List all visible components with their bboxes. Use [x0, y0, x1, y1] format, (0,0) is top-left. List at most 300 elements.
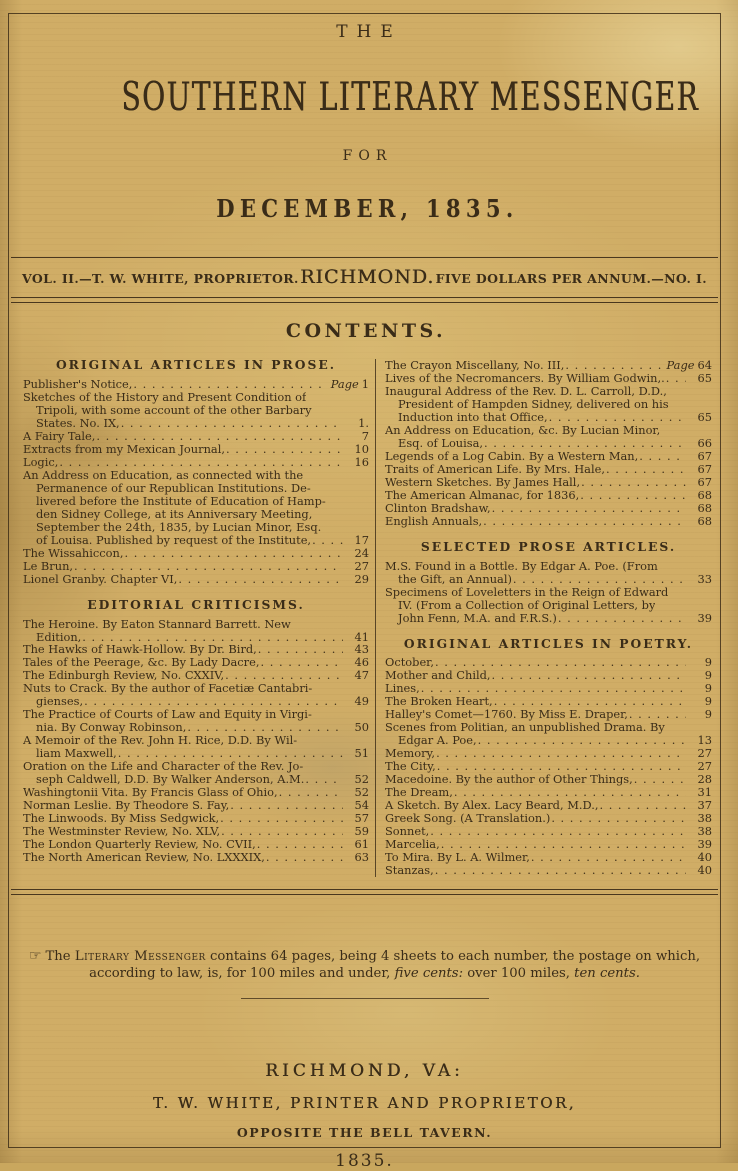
toc-entry — [385, 359, 712, 372]
volume-proprietor-label: VOL. II.—T. W. WHITE, PROPRIETOR. — [22, 271, 299, 287]
toc-page-number: 57 — [354, 811, 369, 825]
dot-leader — [599, 799, 686, 812]
toc-entry-title: The Hawks of Hawk-Hollow. By Dr. Bird, — [23, 643, 257, 657]
toc-entry-title: Esq. of Louisa, — [398, 437, 484, 451]
postage-note-text: five cents: — [394, 966, 464, 982]
toc-entry-title: John Fenn, M.A. and F.R.S.) — [398, 611, 557, 625]
toc-entry-title: seph Caldwell, D.D. By Walker Anderson, A.M. — [36, 772, 305, 786]
toc-entry-line — [385, 851, 712, 864]
toc-entry-line — [385, 708, 712, 721]
toc-entry-line — [385, 463, 712, 476]
toc-entry-line — [385, 838, 712, 851]
toc-section — [385, 359, 712, 527]
toc-page-number: 27 — [697, 760, 712, 774]
toc-entry-title: A Fairy Tale, — [23, 430, 96, 444]
dot-leader — [225, 669, 343, 682]
dot-leader — [581, 476, 686, 489]
toc-page-number: 29 — [354, 572, 369, 586]
dot-leader — [96, 430, 343, 443]
imprint-printer: T. W. WHITE, PRINTER AND PROPRIETOR, — [152, 1093, 577, 1112]
toc-page-number: 9 — [704, 656, 712, 670]
toc-entry-title: The Practice of Courts of Law and Equity in Virgi- — [23, 708, 312, 722]
toc-entry — [385, 515, 712, 528]
toc-entry-title: A Memoir of the Rev. John H. Rice, D.D. By Wil- — [23, 734, 298, 748]
toc-page-number: 68 — [697, 501, 712, 515]
toc-page-number: 7 — [361, 430, 369, 444]
dot-leader — [435, 864, 686, 877]
toc-entry-title: Logic, — [23, 456, 59, 470]
toc-entry-line — [23, 430, 369, 443]
toc-page-number: 9 — [704, 682, 712, 696]
toc-page-number: 24 — [354, 546, 369, 560]
toc-entry-title: Permanence of our Republican Institutions. De- — [36, 481, 311, 495]
toc-entry-title: English Annuals, — [385, 514, 483, 528]
toc-entry-line — [23, 812, 369, 825]
toc-right-column — [376, 359, 712, 876]
dot-leader — [549, 411, 686, 424]
toc-entry-line — [385, 489, 712, 502]
toc-entry — [23, 643, 369, 656]
toc-entry-line — [23, 631, 369, 644]
dot-leader — [84, 695, 343, 708]
postage-note-text: ten cents. — [574, 966, 640, 982]
horizontal-rule — [11, 257, 718, 258]
toc-page-number: 59 — [354, 824, 369, 838]
toc-entry — [385, 669, 712, 682]
short-rule — [241, 998, 489, 999]
toc-entry-line — [23, 443, 369, 456]
toc-entry-title: nia. By Conway Robinson, — [36, 721, 187, 735]
toc-entry — [385, 812, 712, 825]
toc-entry — [385, 502, 712, 515]
issue-date: DECEMBER, 1835. — [216, 194, 519, 223]
imprint-location: OPPOSITE THE BELL TAVERN. — [236, 1124, 493, 1140]
toc-entry-line — [23, 799, 369, 812]
toc-page-number: 65 — [697, 411, 712, 425]
toc-entry-title: Le Brun, — [23, 559, 74, 573]
page-border-frame — [8, 13, 721, 1171]
toc-page-number: 41 — [354, 630, 369, 644]
toc-entry-title: The American Almanac, for 1836, — [385, 488, 580, 502]
toc-entry-line — [23, 760, 369, 773]
toc-page-number: 52 — [354, 772, 369, 786]
toc-entry — [23, 378, 369, 391]
toc-entry-line — [23, 669, 369, 682]
toc-entry-title: September the 24th, 1835, by Lucian Minor, Esq. — [36, 520, 322, 534]
toc-entry — [23, 825, 369, 838]
toc-entry-title: Lines, — [385, 682, 420, 696]
toc-entry-line — [23, 534, 369, 547]
toc-page-number: 49 — [354, 695, 369, 709]
masthead-for: FOR — [342, 148, 393, 164]
toc-page-number: 17 — [354, 533, 369, 547]
toc-section-heading: SELECTED PROSE ARTICLES. — [420, 538, 677, 554]
dot-leader — [634, 773, 686, 786]
masthead-date-wrap — [9, 196, 720, 222]
toc-entry-line — [385, 385, 712, 398]
postage-note-text: Literary Messenger — [74, 948, 206, 964]
toc-page-number: 54 — [354, 798, 369, 812]
dot-leader — [187, 721, 343, 734]
toc-section — [385, 635, 712, 877]
toc-page-number: 16 — [354, 456, 369, 470]
toc-page-number: 47 — [354, 669, 369, 683]
toc-page-number: Page 64 — [666, 359, 712, 373]
toc-page-number: 43 — [354, 643, 369, 657]
toc-entry — [23, 786, 369, 799]
toc-page-number: 38 — [697, 824, 712, 838]
dot-leader — [483, 515, 686, 528]
toc-entry — [23, 443, 369, 456]
toc-entry-line — [385, 612, 712, 625]
toc-entry-title: Sonnet, — [385, 824, 430, 838]
toc-entry-title: Edition, — [36, 630, 82, 644]
toc-section-heading: EDITORIAL CRITICISMS. — [87, 596, 305, 612]
toc-entry-title: An Address on Education, as connected with the — [23, 469, 304, 482]
dot-leader — [478, 734, 686, 747]
toc-entry-line — [385, 359, 712, 372]
toc-page-number: 65 — [697, 372, 712, 386]
toc-entry-title: the Gift, an Annual) — [398, 572, 512, 586]
toc-entry-line — [23, 495, 369, 508]
toc-entry-title: President of Hampden Sidney, delivered on his — [398, 398, 669, 412]
toc-entry-title: Norman Leslie. By Theodore S. Fay, — [23, 798, 230, 812]
toc-entry-title: Nuts to Crack. By the author of Facetiæ Cantabri- — [23, 682, 313, 696]
toc-entry-title: A Sketch. By Alex. Lacy Beard, M.D., — [385, 798, 599, 812]
toc-entry-line — [385, 747, 712, 760]
toc-entry-line — [23, 508, 369, 521]
toc-entry — [385, 695, 712, 708]
price-issue-label: FIVE DOLLARS PER ANNUM.—NO. I. — [435, 271, 707, 287]
toc-page-number: 10 — [354, 443, 369, 457]
dot-leader — [639, 450, 686, 463]
toc-entry — [385, 747, 712, 760]
imprint-city: RICHMOND, VA: — [265, 1060, 464, 1081]
postage-note — [12, 948, 718, 983]
toc-entry-line — [23, 469, 369, 482]
toc-entry-line — [385, 573, 712, 586]
toc-entry — [385, 799, 712, 812]
toc-entry — [385, 586, 712, 625]
dot-leader — [565, 359, 662, 372]
toc-page-number: 27 — [354, 559, 369, 573]
toc-entry-line — [385, 411, 712, 424]
toc-page-number: 67 — [697, 463, 712, 476]
toc-section — [23, 359, 369, 585]
toc-page-number: 50 — [354, 721, 369, 735]
toc-entry — [23, 851, 369, 864]
contents-heading: CONTENTS. — [285, 320, 447, 343]
toc-entry-line — [23, 643, 369, 656]
toc-entry-title: Scenes from Politian, an unpublished Drama. By — [385, 721, 665, 735]
page-word: Page — [330, 378, 359, 392]
toc-entry — [23, 838, 369, 851]
toc-entry-line — [23, 773, 369, 786]
toc-entry — [23, 573, 369, 586]
toc-entry-line — [385, 812, 712, 825]
dot-leader — [82, 631, 343, 644]
toc-entry — [385, 450, 712, 463]
dot-leader — [430, 825, 686, 838]
toc-page-number: 52 — [354, 785, 369, 799]
toc-entry-title: Inaugural Address of the Rev. D. L. Carroll, D.D., — [385, 385, 667, 399]
toc-entry-title: The Dream, — [385, 785, 453, 799]
toc-entry-title: Tales of the Peerage, &c. By Lady Dacre, — [23, 656, 260, 670]
toc-page-number: 9 — [704, 708, 712, 722]
toc-entry-title: Lives of the Necromancers. By William Godwin,. — [385, 372, 665, 386]
toc-entry — [23, 812, 369, 825]
toc-entry-line — [385, 799, 712, 812]
toc-page-number: 40 — [697, 863, 712, 877]
toc-entry — [385, 721, 712, 747]
toc-entry — [385, 864, 712, 877]
toc-entry-line — [385, 721, 712, 734]
toc-entry-line — [385, 864, 712, 877]
dot-leader — [133, 378, 326, 391]
toc-entry-title: States. No. IX, — [36, 417, 120, 431]
toc-entry-title: Edgar A. Poe, — [398, 734, 477, 748]
page-word: Page — [666, 359, 695, 373]
dot-leader — [494, 695, 686, 708]
dot-leader — [551, 812, 686, 825]
toc-entry — [385, 656, 712, 669]
toc-page-number: 28 — [697, 773, 712, 786]
toc-entry-title: Western Sketches. By James Hall, — [385, 475, 581, 489]
toc-entry-title: The Heroine. By Eaton Stannard Barrett. New — [23, 617, 291, 631]
toc-entry-title: Tripoli, with some account of the other Barbary — [36, 404, 312, 418]
toc-entry — [385, 786, 712, 799]
dot-leader — [558, 612, 686, 625]
toc-entry-title: Stanzas, — [385, 863, 434, 877]
toc-section — [23, 596, 369, 864]
toc-entry-line — [385, 656, 712, 669]
toc-entry-title: An Address on Education, &c. By Lucian Minor, — [385, 424, 661, 438]
toc-entry-line — [385, 773, 712, 786]
toc-entry-line — [23, 708, 369, 721]
toc-entry — [385, 773, 712, 786]
toc-left-column — [23, 359, 369, 876]
toc-section — [385, 538, 712, 625]
masthead-title-wrap — [9, 75, 720, 120]
toc-entry-title: M.S. Found in a Bottle. By Edgar A. Poe. (From — [385, 559, 658, 573]
toc-entry-line — [385, 476, 712, 489]
toc-entry-title: The Broken Heart, — [385, 695, 493, 709]
dot-leader — [312, 534, 343, 547]
dot-leader — [124, 547, 343, 560]
toc-page-number: 61 — [354, 837, 369, 851]
toc-section-heading: ORIGINAL ARTICLES IN PROSE. — [55, 359, 337, 373]
toc-page-number: 68 — [697, 514, 712, 528]
toc-entry-line — [385, 502, 712, 515]
toc-entry-line — [23, 825, 369, 838]
toc-page-number: 66 — [697, 437, 712, 451]
toc-entry-line — [23, 734, 369, 747]
publication-info-line — [9, 266, 720, 288]
toc-page-number: 68 — [697, 488, 712, 502]
toc-entry-title: Specimens of Loveletters in the Reign of Edward — [385, 585, 669, 599]
dot-leader — [513, 573, 686, 586]
toc-entry — [23, 682, 369, 708]
dot-leader — [178, 573, 343, 586]
manicule-icon: ☞ — [28, 947, 42, 964]
table-of-contents — [9, 359, 720, 876]
toc-entry-title: The Westminster Review, No. XLV, — [23, 824, 221, 838]
dot-leader — [492, 669, 686, 682]
toc-entry-title: Oration on the Life and Character of the Rev. Jo- — [23, 760, 304, 773]
toc-entry-line — [385, 734, 712, 747]
toc-entry-title: The London Quarterly Review, No. CVII, — [23, 837, 256, 851]
toc-entry-line — [385, 760, 712, 773]
toc-page-number: 33 — [697, 572, 712, 586]
city-label: RICHMOND. — [300, 266, 435, 289]
toc-entry-line — [385, 669, 712, 682]
toc-entry-title: of Louisa. Published by request of the Institute, — [36, 533, 312, 547]
toc-entry — [23, 618, 369, 644]
toc-entry — [385, 682, 712, 695]
toc-entry-title: Marcelia, — [385, 837, 440, 851]
dot-leader — [531, 851, 686, 864]
dot-leader — [436, 747, 686, 760]
toc-entry-title: Memory, — [385, 747, 436, 761]
dot-leader — [629, 708, 686, 721]
dot-leader — [492, 502, 686, 515]
imprint-year: 1835. — [335, 1150, 394, 1171]
toc-entry-line — [23, 547, 369, 560]
toc-entry-title: Clinton Bradshaw, — [385, 501, 491, 515]
toc-page-number: 31 — [697, 785, 712, 799]
toc-entry-title: Traits of American Life. By Mrs. Hale, — [385, 463, 605, 476]
toc-entry — [23, 391, 369, 430]
toc-entry — [385, 851, 712, 864]
postage-note-text: The — [45, 948, 75, 964]
dot-leader — [421, 682, 686, 695]
toc-entry-line — [23, 521, 369, 534]
toc-entry — [385, 463, 712, 476]
dot-leader — [437, 760, 686, 773]
toc-entry-line — [23, 378, 369, 391]
toc-page-number: 1. — [358, 417, 369, 431]
toc-entry-title: Lionel Granby. Chapter VI, — [23, 572, 178, 586]
toc-entry-title: Legends of a Log Cabin. By a Western Man, — [385, 450, 639, 464]
toc-entry-line — [385, 424, 712, 437]
toc-entry — [23, 469, 369, 547]
toc-entry — [23, 547, 369, 560]
dot-leader — [305, 773, 343, 786]
dot-leader — [260, 656, 343, 669]
toc-entry-title: Publisher's Notice, — [23, 378, 133, 392]
toc-entry-title: den Sidney College, at its Anniversary Meeting, — [36, 507, 313, 521]
toc-entry-line — [385, 599, 712, 612]
toc-entry-title: livered before the Institute of Education of Hamp- — [36, 494, 326, 508]
toc-entry-title: October, — [385, 656, 434, 670]
toc-entry-line — [23, 747, 369, 760]
toc-entry-line — [385, 682, 712, 695]
toc-entry-title: The Wissahiccon, — [23, 546, 124, 560]
toc-page-number: Page 1 — [330, 378, 369, 392]
toc-entry-line — [385, 515, 712, 528]
toc-entry — [23, 430, 369, 443]
toc-page-number: 67 — [697, 475, 712, 489]
dot-leader — [454, 786, 686, 799]
dot-leader — [266, 851, 343, 864]
toc-page-number: 39 — [697, 837, 712, 851]
toc-page-number: 9 — [704, 669, 712, 683]
toc-entry-line — [23, 721, 369, 734]
dot-leader — [258, 643, 343, 656]
toc-entry — [23, 799, 369, 812]
toc-entry-line — [23, 560, 369, 573]
toc-entry-line — [385, 586, 712, 599]
dot-leader — [484, 437, 686, 450]
toc-entry — [23, 760, 369, 786]
toc-entry — [385, 372, 712, 385]
dot-leader — [666, 372, 686, 385]
toc-entry — [385, 385, 712, 424]
dot-leader — [441, 838, 686, 851]
toc-entry — [23, 734, 369, 760]
toc-entry — [385, 708, 712, 721]
toc-entry-title: The Edinburgh Review, No. CXXIV, — [23, 669, 225, 683]
toc-entry-title: To Mira. By L. A. Wilmer, — [385, 850, 530, 864]
toc-entry-line — [23, 404, 369, 417]
toc-entry-line — [385, 786, 712, 799]
masthead-title: SOUTHERN LITERARY MESSENGER — [121, 75, 699, 120]
toc-entry — [385, 825, 712, 838]
toc-entry-line — [23, 656, 369, 669]
toc-entry-line — [385, 372, 712, 385]
toc-entry — [23, 560, 369, 573]
toc-entry-title: Washingtonii Vita. By Francis Glass of Ohio, — [23, 785, 278, 799]
toc-page-number: 67 — [697, 450, 712, 464]
toc-entry-line — [385, 560, 712, 573]
toc-entry-line — [23, 851, 369, 864]
postage-note-text: over 100 miles, — [463, 966, 575, 982]
toc-page-number: 13 — [697, 734, 712, 748]
toc-entry-line — [385, 437, 712, 450]
toc-entry-line — [385, 695, 712, 708]
toc-page-number: 40 — [697, 850, 712, 864]
masthead-the: THE — [336, 22, 402, 42]
toc-entry-line — [23, 786, 369, 799]
toc-page-number: 38 — [697, 811, 712, 825]
toc-entry-title: Induction into that Office, — [398, 411, 548, 425]
dot-leader — [220, 812, 343, 825]
toc-entry — [23, 708, 369, 734]
toc-entry — [385, 760, 712, 773]
dot-leader — [606, 463, 686, 476]
toc-entry-line — [23, 482, 369, 495]
dot-leader — [230, 799, 343, 812]
toc-entry — [23, 669, 369, 682]
toc-entry-title: The Linwoods. By Miss Sedgwick, — [23, 811, 220, 825]
dot-leader — [257, 838, 343, 851]
toc-entry-title: Halley's Comet—1760. By Miss E. Draper, — [385, 708, 628, 722]
double-rule — [11, 889, 718, 895]
toc-page-number: 39 — [697, 611, 712, 625]
toc-entry — [385, 560, 712, 586]
toc-page-number: 9 — [704, 695, 712, 709]
toc-entry-line — [385, 825, 712, 838]
dot-leader — [221, 825, 343, 838]
toc-entry-title: Mother and Child, — [385, 669, 491, 683]
double-rule — [11, 297, 718, 303]
toc-entry — [23, 656, 369, 669]
toc-entry-line — [23, 391, 369, 404]
toc-entry-line — [23, 618, 369, 631]
dot-leader — [74, 560, 343, 573]
toc-entry-title: Macedoine. By the author of Other Things, — [385, 773, 633, 786]
toc-page-number: 63 — [354, 850, 369, 864]
